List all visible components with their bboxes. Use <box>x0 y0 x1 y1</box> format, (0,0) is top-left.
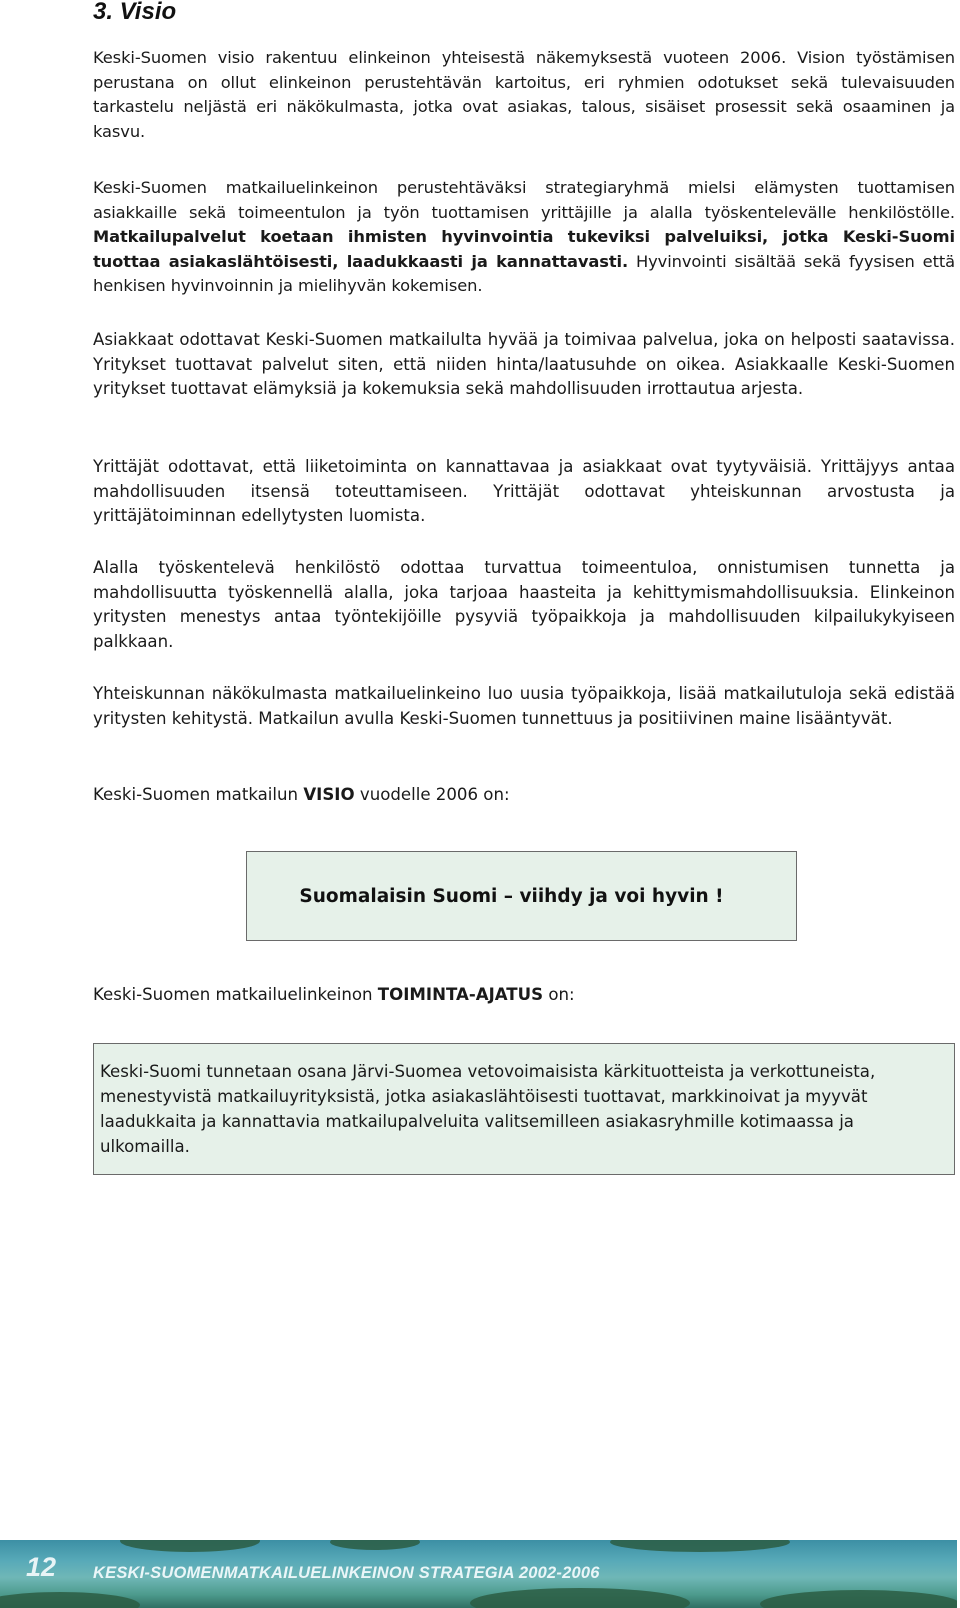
intro-paragraph: Keski-Suomen visio rakentuu elinkeinon yhteisestä näkemyksestä vuoteen 2006. Vision työstämisen perustana on ollut elinkeinon perustehtävän kartoitus, eri ryhmien odotukset sekä tulevaisuuden tarkastelu neljästä eri näkökulmasta, jotka ovat asiakas, talous, sisäiset prosessit sekä osaaminen ja kasvu. <box>93 48 955 141</box>
section-heading: 3. Visio <box>93 0 177 25</box>
vision-box <box>246 851 797 941</box>
customers-paragraph: Asiakkaat odottavat Keski-Suomen matkailulta hyvää ja toimivaa palvelua, joka on helposti saatavissa. Yritykset tuottavat palvelut siten, että niiden hinta/laatusuhde on oikea. Asiakkaalle Keski-Suomen yritykset tuottavat elämyksiä ja kokemuksia sekä mahdollisuuden irrottautua arjesta. <box>93 330 955 399</box>
entrepreneurs-paragraph: Yrittäjät odottavat, että liiketoiminta on kannattavaa ja asiakkaat ovat tyytyväisiä. Yrittäjyys antaa mahdollisuuden itsensä toteuttamiseen. Yrittäjät odottavat yhteiskunnan arvostusta ja yrittäjätoiminnan edellytysten luomista. <box>93 457 955 526</box>
mission-paragraph-start: Keski-Suomen matkailuelinkeinon perustehtäväksi strategiaryhmä mielsi elämysten tuottamisen asiakkaille sekä toimeentulon ja työn tuottamisen yrittäjille ja alalla työskentelevälle henkilöstölle. <box>93 178 955 222</box>
vision-intro-end: vuodelle 2006 on: <box>354 785 510 804</box>
vision-keyword: VISIO <box>303 785 355 804</box>
mission-paragraph-end: Hyvinvointi sisältää sekä fyysisen että henkisen hyvinvoinnin ja mielihyvän kokemisen. <box>93 251 956 296</box>
mission-statement: Keski-Suomi tunnetaan osana Järvi-Suomea vetovoimaisista kärkituotteista ja verkottuneista, menestyvistä matkailuyrityksistä, jotka asiakaslähtöisesti tuottavat, markkinoivat ja myyvät laadukkaita ja kannattavia matkailupalveluita valitsemilleen asiakasryhmille kotimaassa ja ulkomailla. <box>100 1062 876 1156</box>
footer-lake-island-image <box>470 1588 690 1608</box>
mission-paragraph <box>93 176 955 299</box>
footer-lake-island-image <box>330 1540 420 1550</box>
mission-intro-start: Keski-Suomen matkailuelinkeinon <box>93 985 378 1004</box>
society-paragraph: Yhteiskunnan näkökulmasta matkailuelinkeino luo uusia työpaikkoja, lisää matkailutuloja sekä edistää yritysten kehitystä. Matkailun avulla Keski-Suomen tunnettuus ja positiivinen maine lisääntyvät. <box>93 684 955 728</box>
mission-box <box>93 1043 955 1175</box>
footer-lake-island-image <box>610 1540 790 1552</box>
mission-intro-end: on: <box>543 985 575 1004</box>
staff-paragraph: Alalla työskentelevä henkilöstö odottaa turvattua toimeentuloa, onnistumisen tunnetta ja mahdollisuutta työskennellä alalla, joka tarjoaa haasteita ja kehittymismahdollisuuksia. Elinkeinon yritysten menestys antaa työntekijöille pysyviä työpaikkoja ja mahdollisuuden kilpailukykyiseen palkkaan. <box>93 558 955 651</box>
mission-intro <box>93 983 955 1008</box>
footer-lake-island-image <box>760 1590 957 1608</box>
footer-lake-island-image <box>120 1540 260 1552</box>
mission-paragraph-emphasis: Matkailupalvelut koetaan ihmisten hyvinvointia tukeviksi palveluiksi, jotka Keski-Suomi tuottaa asiakaslähtöisesti, laadukkaasti ja kannattavasti. <box>93 227 955 271</box>
footer-lake-island-image <box>0 1592 140 1608</box>
mission-keyword: TOIMINTA-AJATUS <box>377 985 544 1004</box>
vision-statement: Suomalaisin Suomi – viihdy ja voi hyvin ! <box>299 885 724 907</box>
vision-intro <box>93 783 955 808</box>
footer-banner <box>0 1540 957 1608</box>
page-number: 12 <box>26 1552 57 1582</box>
vision-intro-start: Keski-Suomen matkailun <box>93 785 304 804</box>
footer-title: KESKI-SUOMENMATKAILUELINKEINON STRATEGIA 2002-2006 <box>93 1564 600 1582</box>
